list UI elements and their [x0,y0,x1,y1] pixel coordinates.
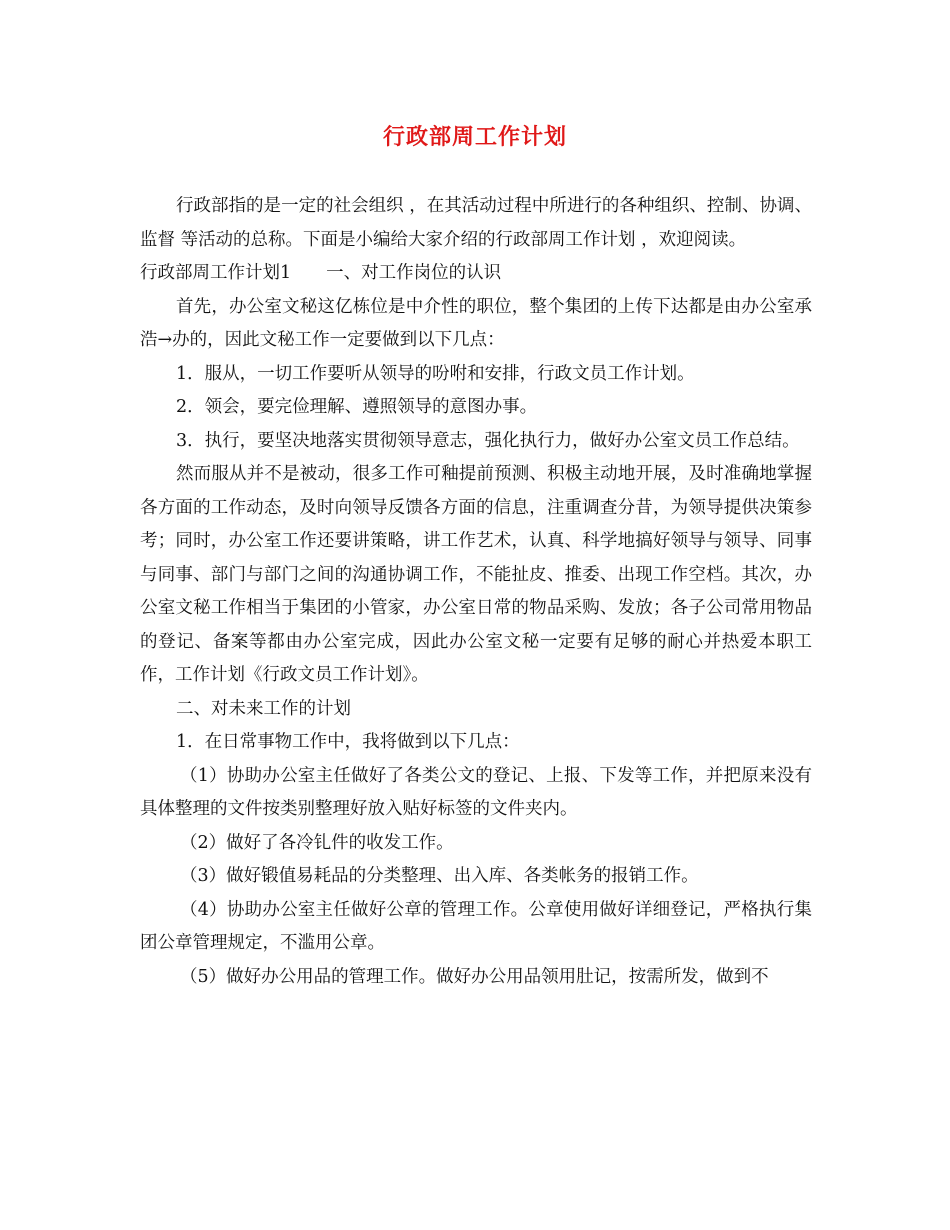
paragraph-role-description: 首先，办公室文秘这亿栋位是中介性的职位，整个集团的上传下达都是由办公室承浩→办的，因此文秘工作一定要做到以下几点： [140,296,812,350]
document-title: 行政部周工作计划 [382,124,567,150]
sub-item-4: （4）协助办公室主任做好公章的管理工作。公章使用做好详细登记，严格执行集团公章管理规定，不滥用公章。 [140,899,812,953]
list-item-obey: 1．服从，一切工作要听从领导的吩咐和安排，行政文员工作计划。 [176,363,695,384]
paragraph-intro: 行政部指的是一定的社会组织 ，在其活动过程中所进行的各种组织、控制、协调、监督 等活动的总称。下面是小编给大家介绍的行政部周工作计划 ，欢迎阅读。 [140,196,812,250]
list-item-execute: 3．执行，要坚决地落实贯彻领导意志，强化执行力，做好办公室文员工作总结。 [176,430,800,451]
sub-item-5: （5）做好办公用品的管理工作。做好办公用品领用肚记，按需所发，做到不 [180,966,769,987]
list-item-understand: 2．领会，要完俭理解、遵照领导的意图办事。 [176,397,538,417]
document-body [140,190,812,994]
sub-item-1: （1）协助办公室主任做好了各类公文的登记、上报、下发等工作，并把原来没有具体整理的文件按类别整理好放入贴好标签的文件夹内。 [140,765,812,819]
paragraph-plan-1-heading: 行政部周工作计划1 一、对工作岗位的认识 [140,263,502,283]
sub-item-2: （2）做好了各冷钆件的收发工作。 [180,832,454,853]
list-item-daily-work: 1．在日常事物工作中，我将做到以下几点： [176,732,520,752]
sub-item-3: （3）做好锻值易耗品的分类整理、出入库、各类帐务的报销工作。 [180,866,699,886]
section-heading-future-plan: 二、对未来工作的计划 [176,698,351,719]
paragraph-proactive: 然而服从并不是被动，很多工作可釉提前预测、积极主动地开展，及时准确地掌握各方面的工作动态，及时向领导反馈各方面的信息，注重调查分昔，为领导提供决策参考；同时，办公室工作还要讲策略，讲工作艺术，认真、科学地搞好领导与领导、同事与同事、部门与部门之间的沟通协调工作，不能扯皮、推委、出现工作空档。其次，办公室文秘工作相当于集团的小管家，办公室日常的物品采购、发放；各子公司常用物品的登记、备案等都由办公室完成，因此办公室文秘一定要有足够的耐心并热爱本职工作，工作计划《行政文员工作计划》。 [140,464,812,685]
